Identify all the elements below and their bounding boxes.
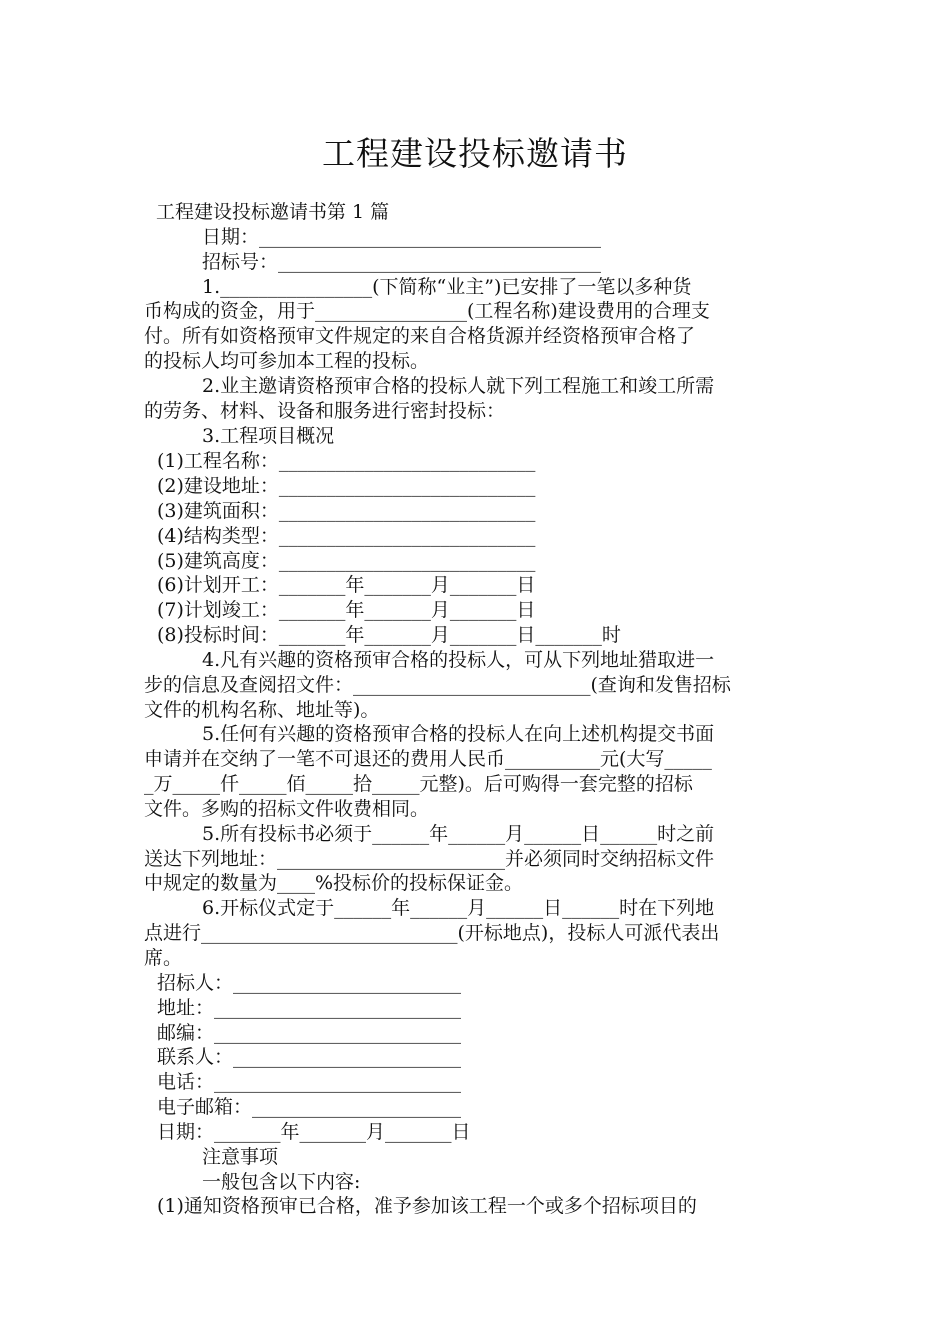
paragraph-line: 2.业主邀请资格预审合格的投标人就下列工程施工和竣工所需 <box>202 375 715 397</box>
paragraph-line: 付。所有如资格预审文件规定的来自合格货源并经资格预审合格了 <box>144 325 696 347</box>
contact-field: 联系人：________________________ <box>157 1046 462 1068</box>
paragraph-line: 文件的机构名称、地址等)。 <box>144 699 380 721</box>
paragraph-line: 的劳务、材料、设备和服务进行密封投标： <box>144 400 506 422</box>
paragraph-line: 币构成的资金，用于________________(工程名称)建设费用的合理支 <box>144 300 710 322</box>
project-item: (4)结构类型：___________________________ <box>157 525 536 547</box>
document-title: 工程建设投标邀请书 <box>322 134 628 173</box>
contact-field: 电子邮箱：______________________ <box>157 1096 462 1118</box>
paragraph-line: _万_____仟_____佰_____拾_____元整)。后可购得一套完整的招标 <box>144 773 693 795</box>
paragraph-line: 中规定的数量为____%投标价的投标保证金。 <box>144 872 524 894</box>
contact-field: 地址：__________________________ <box>157 997 462 1019</box>
section-heading: 工程建设投标邀请书第 1 篇 <box>156 201 390 223</box>
date-field: 日期：____________________________________ <box>202 226 602 248</box>
paragraph-line: 3.工程项目概况 <box>202 425 335 447</box>
contact-field: 电话：__________________________ <box>157 1071 462 1093</box>
project-item: (5)建筑高度：___________________________ <box>157 550 536 572</box>
paragraph-line: 5.任何有兴趣的资格预审合格的投标人在向上述机构提交书面 <box>202 723 715 745</box>
contact-field: 邮编：__________________________ <box>157 1022 462 1044</box>
project-item: (2)建设地址：___________________________ <box>157 475 536 497</box>
paragraph-line: 6.开标仪式定于______年______月______日______时在下列地 <box>202 897 715 919</box>
paragraph-line: (1)通知资格预审已合格，准予参加该工程一个或多个招标项目的 <box>157 1195 697 1217</box>
project-item: (8)投标时间：_______年_______月_______日_______时 <box>157 624 621 646</box>
paragraph-line: 申请并在交纳了一笔不可退还的费用人民币__________元(大写_____ <box>144 748 712 770</box>
project-item: (7)计划竣工：_______年_______月_______日 <box>157 599 536 621</box>
contact-field: 招标人：________________________ <box>157 972 462 994</box>
project-item: (1)工程名称：___________________________ <box>157 450 536 472</box>
paragraph-line: 文件。多购的招标文件收费相同。 <box>144 798 430 820</box>
paragraph-line: 4.凡有兴趣的资格预审合格的投标人，可从下列地址猎取进一 <box>202 649 715 671</box>
project-item: (6)计划开工：_______年_______月_______日 <box>157 574 536 596</box>
paragraph-line: 5.所有投标书必须于______年______月______日______时之前 <box>202 823 715 845</box>
paragraph-line: 送达下列地址：________________________并必须同时交纳招标文件 <box>144 848 715 870</box>
notes-heading: 注意事项 <box>202 1146 279 1168</box>
paragraph-line: 一般包含以下内容: <box>202 1171 361 1193</box>
bid-number-field: 招标号：__________________________________ <box>202 251 602 273</box>
paragraph-line: 点进行___________________________(开标地点)，投标人可派代表出 <box>144 922 720 944</box>
paragraph-line: 席。 <box>144 947 183 969</box>
contact-field: 日期：_______年_______月_______日 <box>157 1121 471 1143</box>
project-item: (3)建筑面积：___________________________ <box>157 500 536 522</box>
paragraph-line: 步的信息及查阅招文件：_________________________(查询和发售招标 <box>144 674 731 696</box>
paragraph-line: 1.________________(下简称“业主”)已安排了一笔以多种货 <box>202 276 692 298</box>
paragraph-line: 的投标人均可参加本工程的投标。 <box>144 350 430 372</box>
